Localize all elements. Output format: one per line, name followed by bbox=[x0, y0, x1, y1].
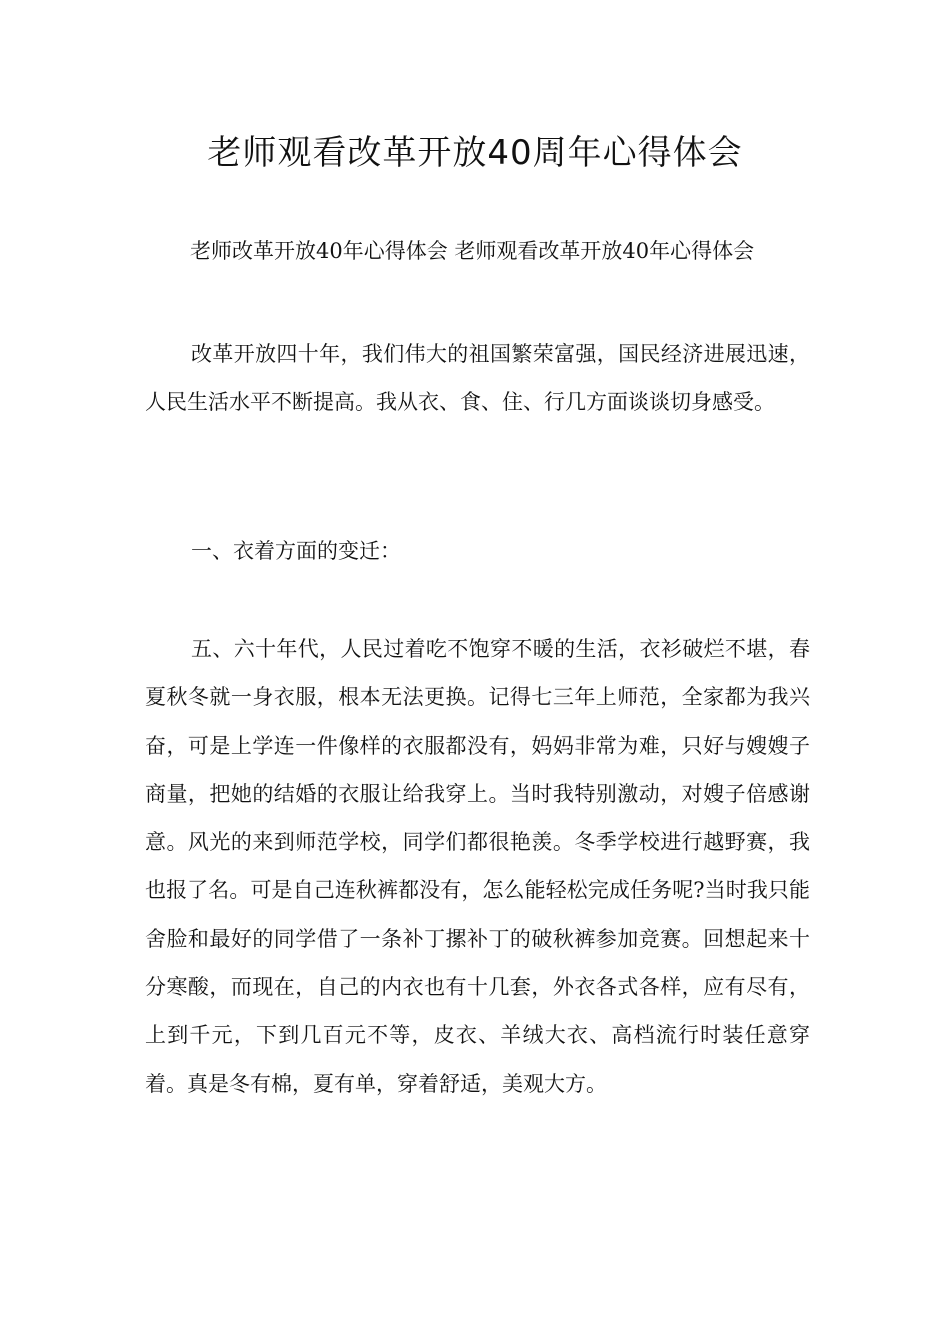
paragraph-intro: 改革开放四十年，我们伟大的祖国繁荣富强，国民经济进展迅速，人民生活水平不断提高。我从衣、食、住、行几方面谈谈切身感受。 bbox=[145, 342, 810, 415]
document-subtitle: 老师改革开放40年心得体会 老师观看改革开放40年心得体会 bbox=[190, 239, 755, 263]
section-heading-clothing: 一、衣着方面的变迁： bbox=[191, 539, 401, 563]
document-title: 老师观看改革开放40周年心得体会 bbox=[207, 133, 743, 173]
paragraph-clothing: 五、六十年代，人民过着吃不饱穿不暖的生活，衣衫破烂不堪，春夏秋冬就一身衣服，根本无法更换。记得七三年上师范，全家都为我兴奋，可是上学连一件像样的衣服都没有，妈妈非常为难，只好与嫂嫂子商量，把她的结婚的衣服让给我穿上。当时我特别激动，对嫂子倍感谢意。风光的来到师范学校，同学们都很艳羡。冬季学校进行越野赛，我也报了名。可是自己连秋裤都没有，怎么能轻松完成任务呢?当时我只能舍脸和最好的同学借了一条补丁摞补丁的破秋裤参加竞赛。回想起来十分寒酸，而现在，自己的内衣也有十几套，外衣各式各样，应有尽有，上到千元，下到几百元不等，皮衣、羊绒大衣、高档流行时装任意穿着。真是冬有棉，夏有单，穿着舒适，美观大方。 bbox=[145, 637, 810, 1096]
